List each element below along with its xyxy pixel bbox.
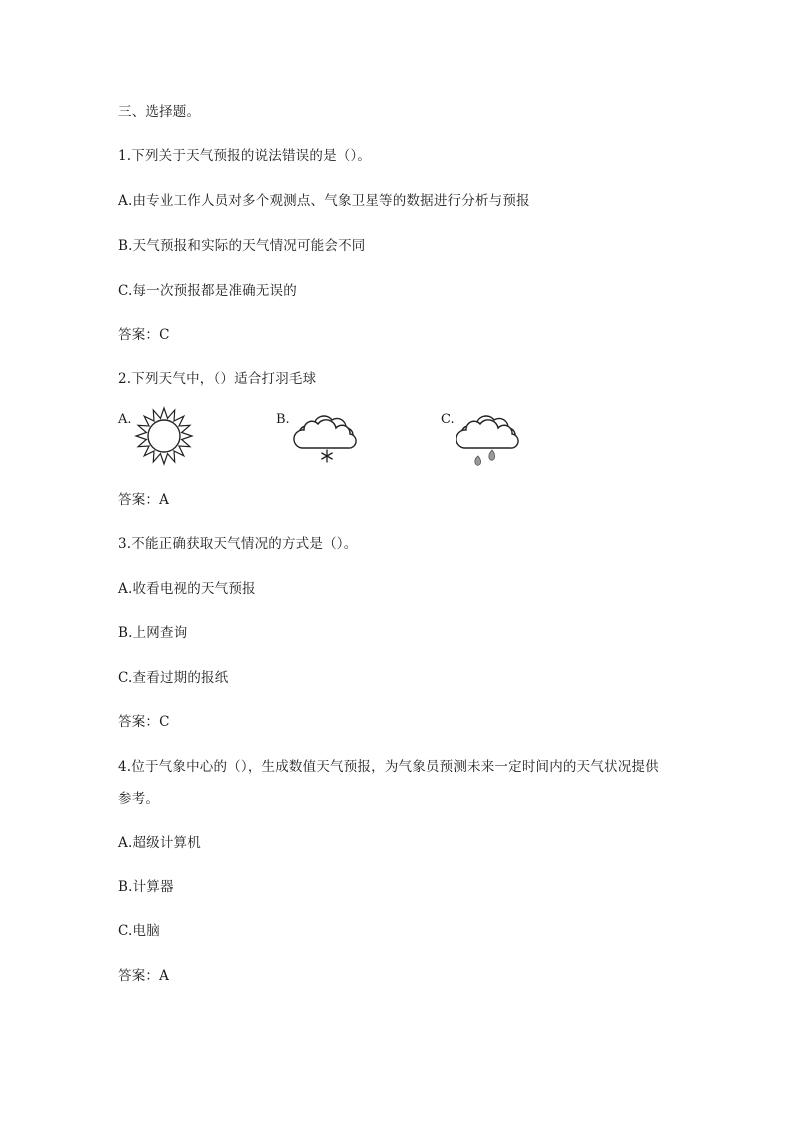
question-4-option-c: C.电脑 [118,923,160,939]
question-4-option-b: B.计算器 [118,879,174,895]
question-3-option-c: C.查看过期的报纸 [118,670,229,686]
question-1-stem: 1.下列关于天气预报的说法错误的是（）。 [118,148,372,164]
question-1-option-a: A.由专业工作人员对多个观测点、气象卫星等的数据进行分析与预报 [118,193,530,209]
question-3-stem: 3.不能正确获取天气情况的方式是（）。 [118,536,358,552]
section-title: 三、选择题。 [118,104,201,120]
question-4-stem-line-1: 4.位于气象中心的（），生成数值天气预报，为气象员预测未来一定时间内的天气状况提供 [118,759,659,775]
rain-cloud-icon [456,406,522,468]
question-3-option-b: B.上网查询 [118,625,188,641]
question-4-answer: 答案：A [118,968,170,984]
question-4-stem-line-2: 参考。 [118,791,160,807]
question-2-option-c-label: C. [441,412,455,427]
question-4-option-a: A.超级计算机 [118,835,201,851]
sunny-icon [134,406,194,466]
snow-cloud-icon [292,406,360,466]
question-2-answer: 答案：A [118,492,170,508]
question-2-stem: 2.下列天气中，（）适合打羽毛球 [118,371,317,387]
question-1-answer: 答案：C [118,327,170,343]
question-3-answer: 答案：C [118,714,170,730]
question-2-option-b-label: B. [276,412,290,427]
question-3-option-a: A.收看电视的天气预报 [118,581,256,597]
question-1-option-c: C.每一次预报都是准确无误的 [118,283,297,299]
question-2-option-a-label: A. [118,412,132,427]
question-1-option-b: B.天气预报和实际的天气情况可能会不同 [118,238,366,254]
